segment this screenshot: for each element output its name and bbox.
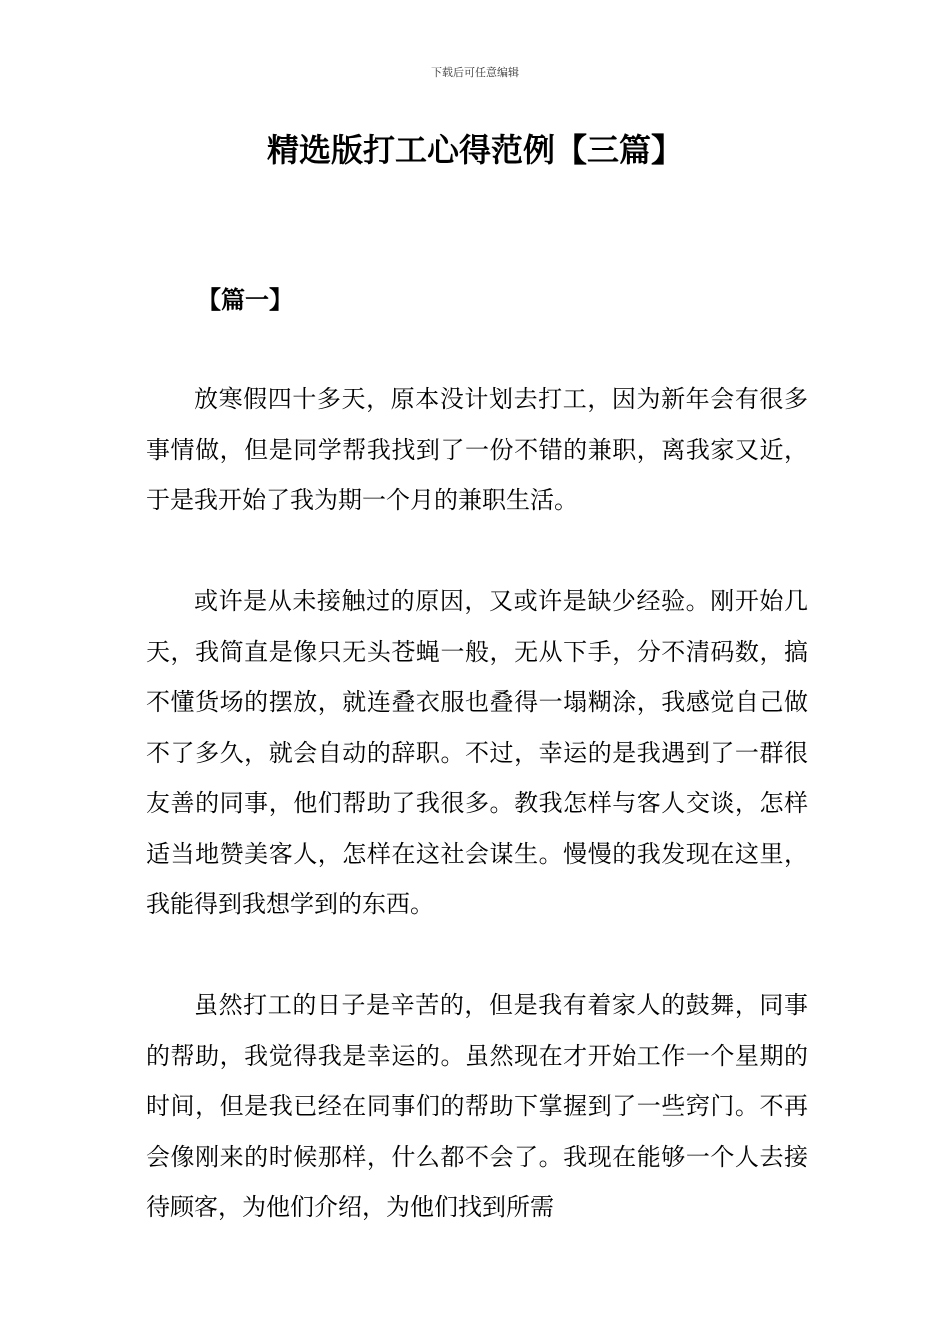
paragraph-1: 放寒假四十多天，原本没计划去打工，因为新年会有很多事情做，但是同学帮我找到了一份不错的兼职，离我家又近，于是我开始了我为期一个月的兼职生活。	[146, 385, 808, 514]
paragraph-3: 虽然打工的日子是辛苦的，但是我有着家人的鼓舞，同事的帮助，我觉得我是幸运的。虽然现在才开始工作一个星期的时间，但是我已经在同事们的帮助下掌握到了一些窍门。不再会像刚来的时候那样，什么都不会了。我现在能够一个人去接待顾客，为他们介绍，为他们找到所需	[146, 991, 808, 1221]
section-heading: 【篇一】	[197, 285, 293, 314]
paragraph-2: 或许是从未接触过的原因，又或许是缺少经验。刚开始几天，我简直是像只无头苍蝇一般，无从下手，分不清码数，搞不懂货场的摆放，就连叠衣服也叠得一塌糊涂，我感觉自己做不了多久，就会自动的辞职。不过，幸运的是我遇到了一群很友善的同事，他们帮助了我很多。教我怎样与客人交谈，怎样适当地赞美客人，怎样在这社会谋生。慢慢的我发现在这里，我能得到我想学到的东西。	[146, 587, 808, 918]
document-title: 精选版打工心得范例【三篇】	[266, 131, 683, 169]
document-body	[146, 374, 808, 1283]
header-note: 下载后可任意编辑	[431, 66, 519, 79]
